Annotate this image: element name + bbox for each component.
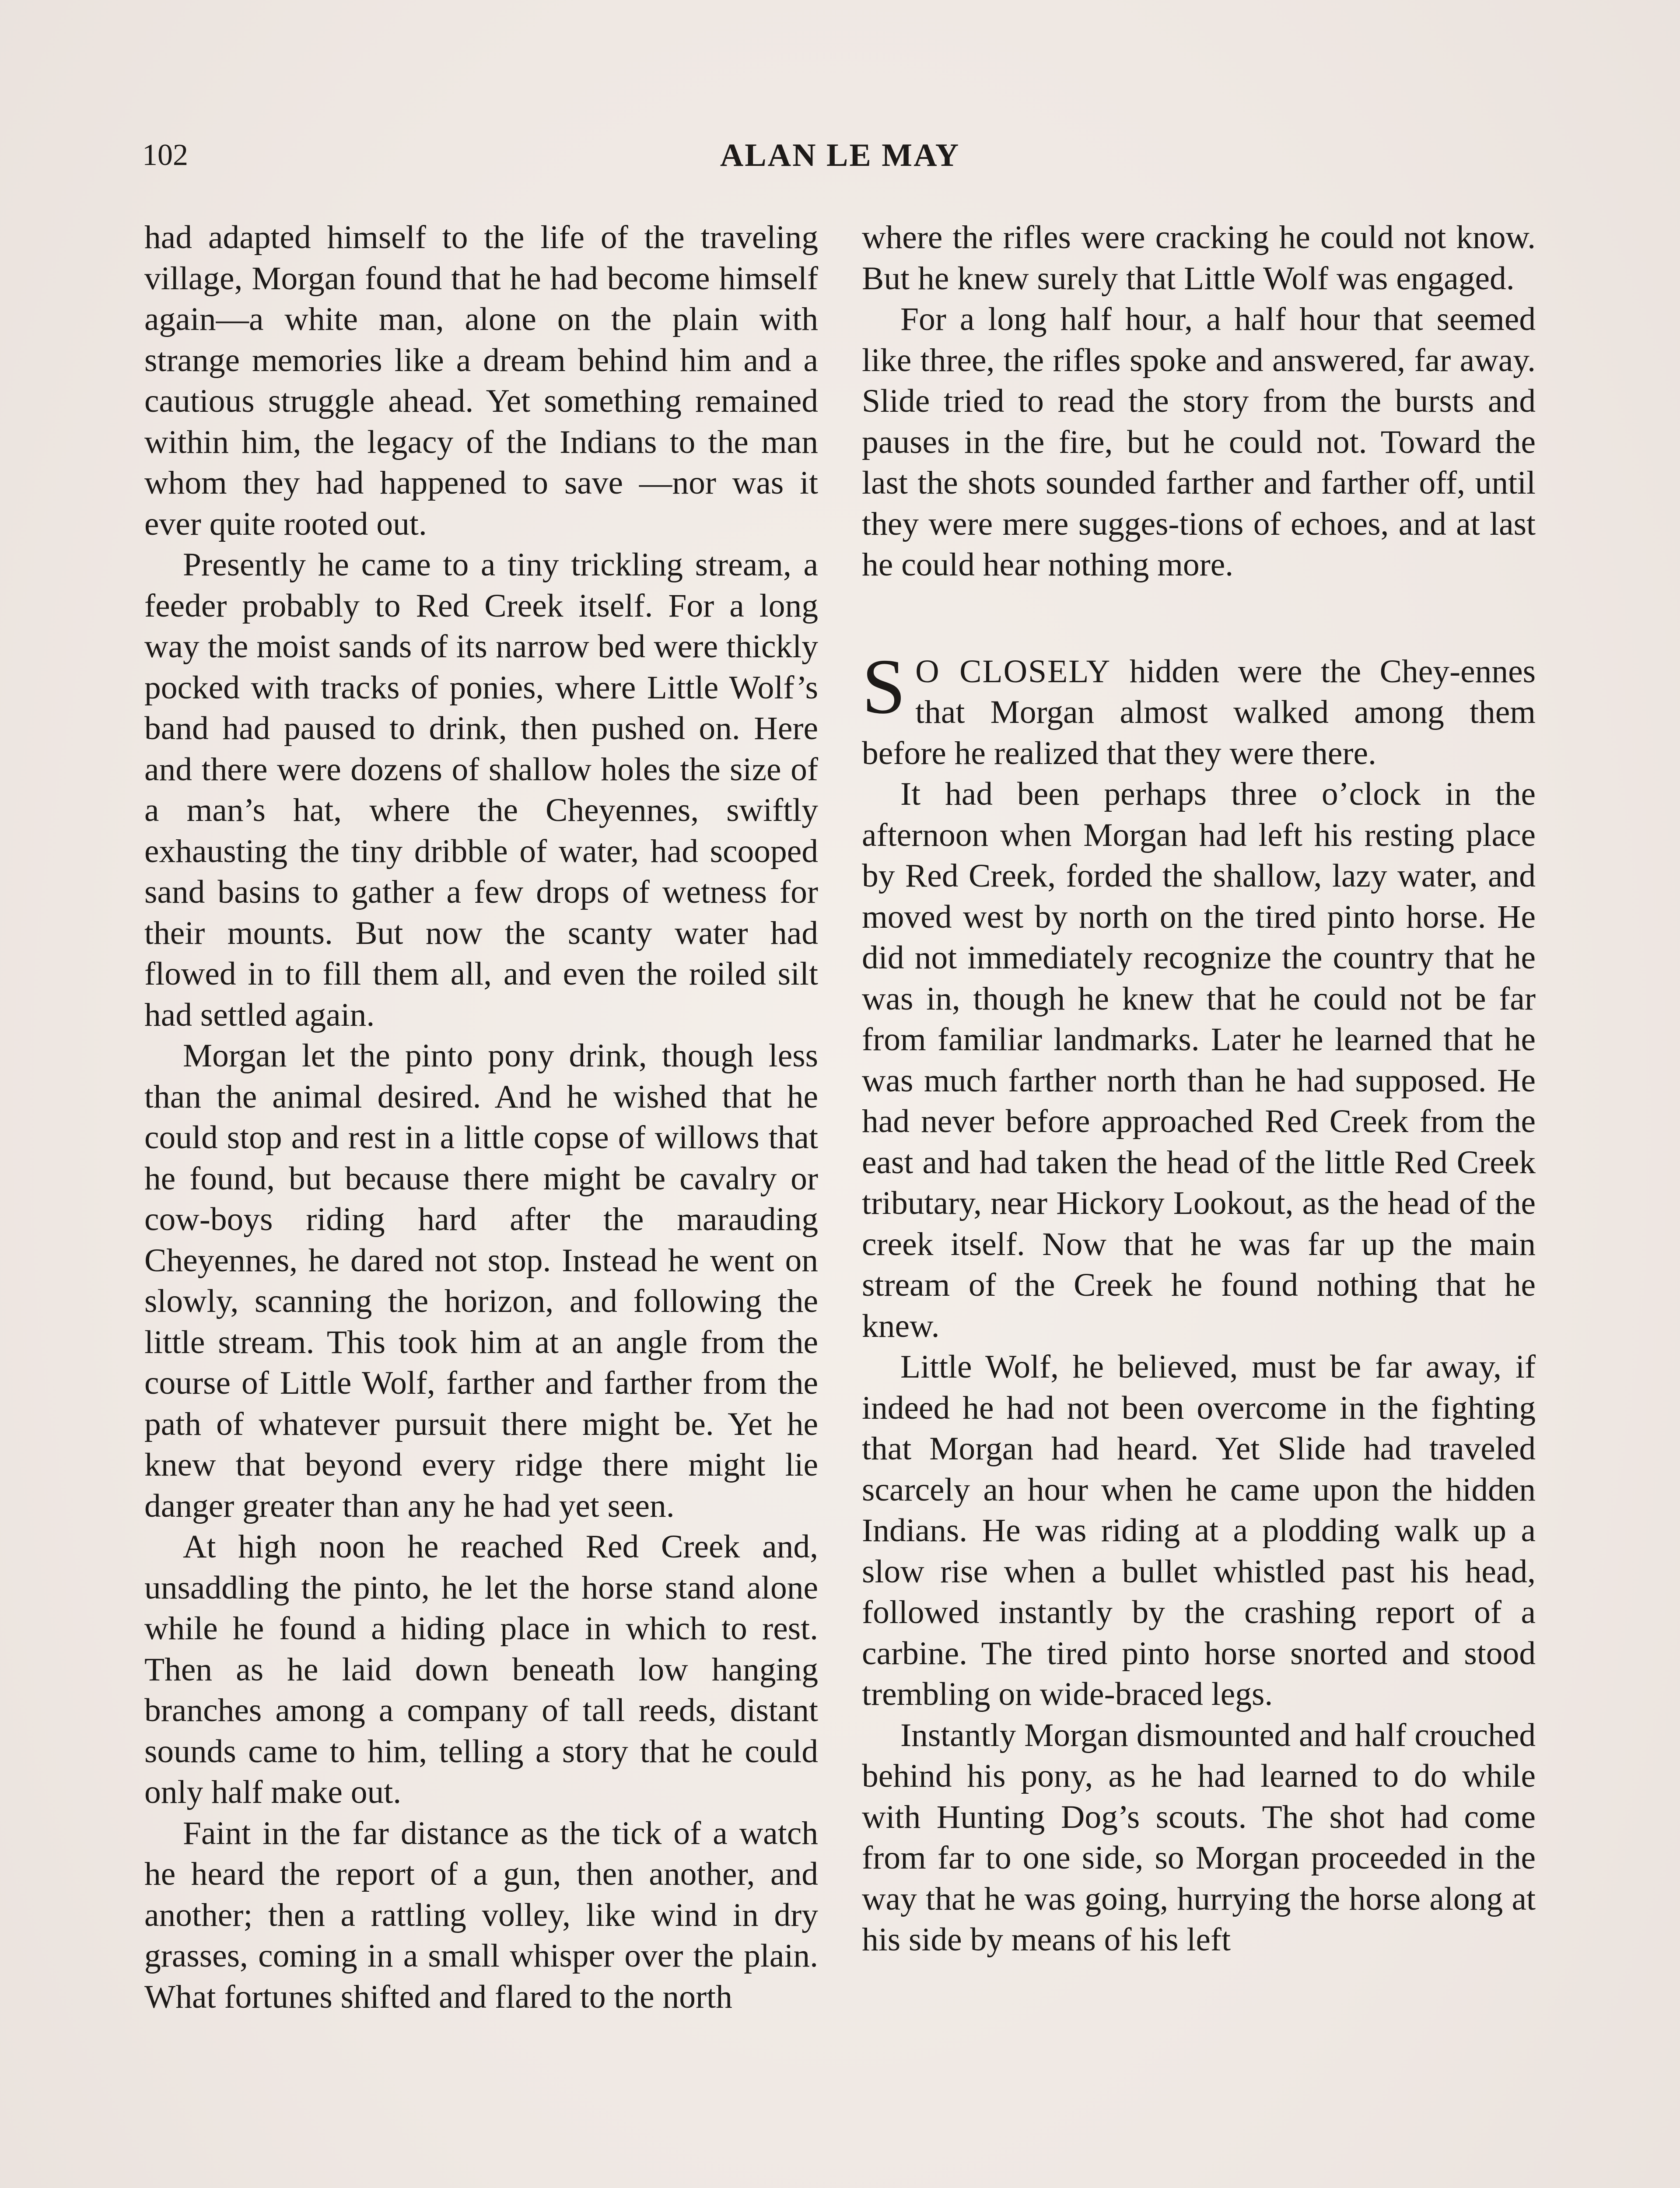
left-text-column: [144, 217, 818, 2017]
paragraph: Faint in the far distance as the tick of a watch he heard the report of a gun, then another, and another; then a rattling volley, like wind in dry grasses, coming in a small whisper over the plain. What fortunes shifted and flared to the north: [144, 1815, 818, 2015]
paragraph: Little Wolf, he believed, must be far away, if indeed he had not been overcome in the fighting that Morgan had heard. Yet Slide had traveled scarcely an hour when he came upon the hidden Indians. He was riding at a plodding walk up a slow rise when a bullet whistled past his head, followed instantly by the crashing report of a carbine. The tired pinto horse snorted and stood trembling on wide-braced legs.: [862, 1349, 1536, 1712]
page-number: 102: [142, 138, 188, 172]
paragraph: It had been perhaps three o’clock in the afternoon when Morgan had left his resting place by Red Creek, forded the shallow, lazy water, and moved west by north on the tired pinto horse. He did not immediately recognize the country that he was in, though he knew that he could not be far from familiar landmarks. Later he learned that he was much farther north than he had supposed. He had never before approached Red Creek from the east and had taken the head of the little Red Creek tributary, near Hickory Lookout, as the head of the creek itself. Now that he was far up the main stream of the Creek he found nothing that he knew.: [862, 776, 1536, 1344]
section-opening-paragraph: [862, 642, 1536, 774]
paragraph: where the rifles were cracking he could not know. But he knew surely that Little Wolf was engaged.: [862, 219, 1536, 297]
paragraph: had adapted himself to the life of the traveling village, Morgan found that he had become himself again—a white man, alone on the plain with strange memories like a dream behind him and a cautious struggle ahead. Yet something remained within him, the legacy of the Indians to the man whom they had happened to save —nor was it ever quite rooted out.: [144, 219, 818, 542]
paragraph: At high noon he reached Red Creek and, unsaddling the pinto, he let the horse stand alone while he found a hiding place in which to rest. Then as he laid down beneath low hanging branches among a company of tall reeds, distant sounds came to him, telling a story that he could only half make out.: [144, 1529, 818, 1810]
paragraph: Morgan let the pinto pony drink, though less than the animal desired. And he wished that he could stop and rest in a little copse of willows that he found, but because there might be cavalry or cow-boys riding hard after the marauding Cheyennes, he dared not stop. Instead he went on slowly, scanning the horizon, and following the little stream. This took him at an angle from the course of Little Wolf, farther and farther from the path of whatever pursuit there might be. Yet he knew that beyond every ridge there might lie danger greater than any he had yet seen.: [144, 1038, 818, 1524]
running-head-author: ALAN LE MAY: [720, 137, 960, 173]
paragraph: Instantly Morgan dismounted and half crouched behind his pony, as he had learned to do while with Hunting Dog’s scouts. The shot had come from far to one side, so Morgan proceeded in the way that he was going, hurrying the horse along at his side by means of his left: [862, 1717, 1536, 1958]
paragraph-text: hidden were the Chey-ennes that Morgan almost walked among them before he realized that they were there.: [862, 653, 1536, 771]
drop-cap: S: [862, 642, 906, 730]
page-header: [142, 131, 1538, 179]
paragraph: For a long half hour, a half hour that seemed like three, the rifles spoke and answered, far away. Slide tried to read the story from the bursts and pauses in the fire, but he could not. Toward the last the shots sounded farther and farther off, until they were mere sugges-tions of echoes, and at last he could hear nothing more.: [862, 301, 1536, 583]
right-text-column: [862, 217, 1536, 1960]
small-caps-lead: O CLOSELY: [915, 653, 1111, 690]
paragraph: Presently he came to a tiny trickling stream, a feeder probably to Red Creek itself. For a long way the moist sands of its narrow bed were thickly pocked with tracks of ponies, where Little Wolf’s band had paused to drink, then pushed on. Here and there were dozens of shallow holes the size of a man’s hat, where the Cheyennes, swiftly exhausting the tiny dribble of water, had scooped sand basins to gather a few drops of wetness for their mounts. But now the scanty water had flowed in to fill them all, and even the roiled silt had settled again.: [144, 547, 818, 1033]
